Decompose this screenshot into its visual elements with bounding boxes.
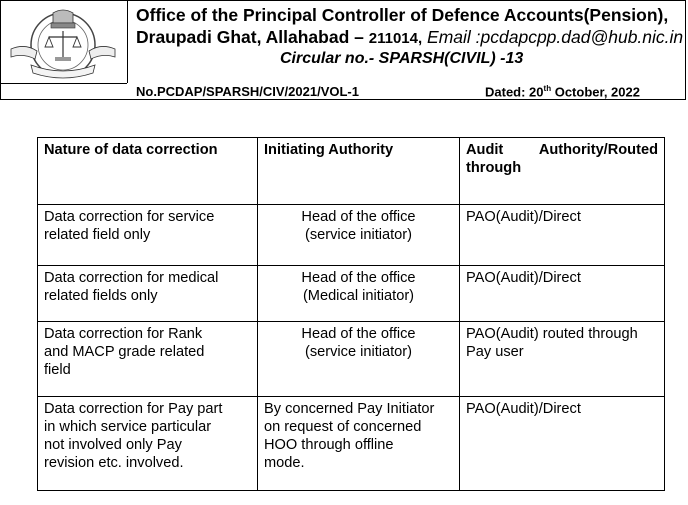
cell-line: field <box>44 362 71 378</box>
cell-line: Head of the office <box>301 209 416 225</box>
cell-line: and MACP grade related <box>44 344 205 360</box>
authority-cell <box>258 322 460 397</box>
table-row <box>38 322 665 397</box>
cell-line: Head of the office <box>301 326 416 342</box>
table-row <box>38 397 665 491</box>
audit-header-line1: Audit Authority/Routed <box>466 142 658 158</box>
authority-cell <box>258 205 460 266</box>
office-address <box>136 27 683 48</box>
header-divider <box>1 83 127 84</box>
cell-line: Data correction for Rank <box>44 326 203 342</box>
circular-number: Circular no.- SPARSH(CIVIL) -13 <box>280 50 524 67</box>
cell-line: PAO(Audit)/Direct <box>466 401 581 417</box>
table-header-row <box>38 138 665 205</box>
data-correction-table <box>37 137 665 491</box>
cell-line: Data correction for Pay part <box>44 401 223 417</box>
logo-cell <box>1 1 128 83</box>
circular-date <box>485 84 640 99</box>
audit-cell <box>460 397 665 491</box>
date-prefix: Dated: 20 <box>485 84 544 100</box>
cell-line: PAO(Audit)/Direct <box>466 209 581 225</box>
nature-cell <box>38 397 258 491</box>
cell-line: (service initiator) <box>304 344 413 360</box>
column-header-initiating-authority: Initiating Authority <box>258 138 460 205</box>
cell-line: Head of the office <box>301 270 416 286</box>
office-pin: 211014, <box>368 30 423 47</box>
nature-cell <box>38 205 258 266</box>
cell-line: (service initiator) <box>304 227 413 243</box>
letterhead <box>0 0 686 100</box>
date-rest: October, 2022 <box>551 84 640 100</box>
cell-line: Data correction for medical <box>44 270 219 286</box>
cell-line: on request of concerned <box>264 419 422 435</box>
authority-cell <box>258 266 460 322</box>
cell-line: By concerned Pay Initiator <box>264 401 435 417</box>
office-email: Email :pcdapcpp.dad@hub.nic.in <box>427 27 684 47</box>
table-row <box>38 266 665 322</box>
column-header-nature: Nature of data correction <box>38 138 258 205</box>
cell-line: (Medical initiator) <box>302 288 415 304</box>
cell-line: Pay user <box>466 344 524 360</box>
audit-cell <box>460 322 665 397</box>
audit-cell <box>460 205 665 266</box>
column-header-audit-authority <box>460 138 665 205</box>
reference-number: No.PCDAP/SPARSH/CIV/2021/VOL-1 <box>136 84 359 99</box>
cell-line: in which service particular <box>44 419 212 435</box>
cell-line: related fields only <box>44 288 158 304</box>
table-row <box>38 205 665 266</box>
office-name: Office of the Principal Controller of Defence Accounts(Pension), <box>136 5 669 25</box>
cell-line: not involved only Pay <box>44 437 182 453</box>
nature-cell <box>38 266 258 322</box>
date-ordinal: th <box>543 84 552 93</box>
authority-cell <box>258 397 460 491</box>
audit-header-line2: through <box>466 160 522 176</box>
cell-line: revision etc. involved. <box>44 455 184 471</box>
cell-line: HOO through offline <box>264 437 394 453</box>
cell-line: Data correction for service <box>44 209 215 225</box>
nature-cell <box>38 322 258 397</box>
cell-line: related field only <box>44 227 151 243</box>
cell-line: PAO(Audit)/Direct <box>466 270 581 286</box>
cell-line: PAO(Audit) routed through <box>466 326 638 342</box>
cell-line: mode. <box>264 455 305 471</box>
audit-cell <box>460 266 665 322</box>
department-emblem-icon <box>7 7 119 79</box>
office-place: Draupadi Ghat, Allahabad – <box>136 27 364 47</box>
